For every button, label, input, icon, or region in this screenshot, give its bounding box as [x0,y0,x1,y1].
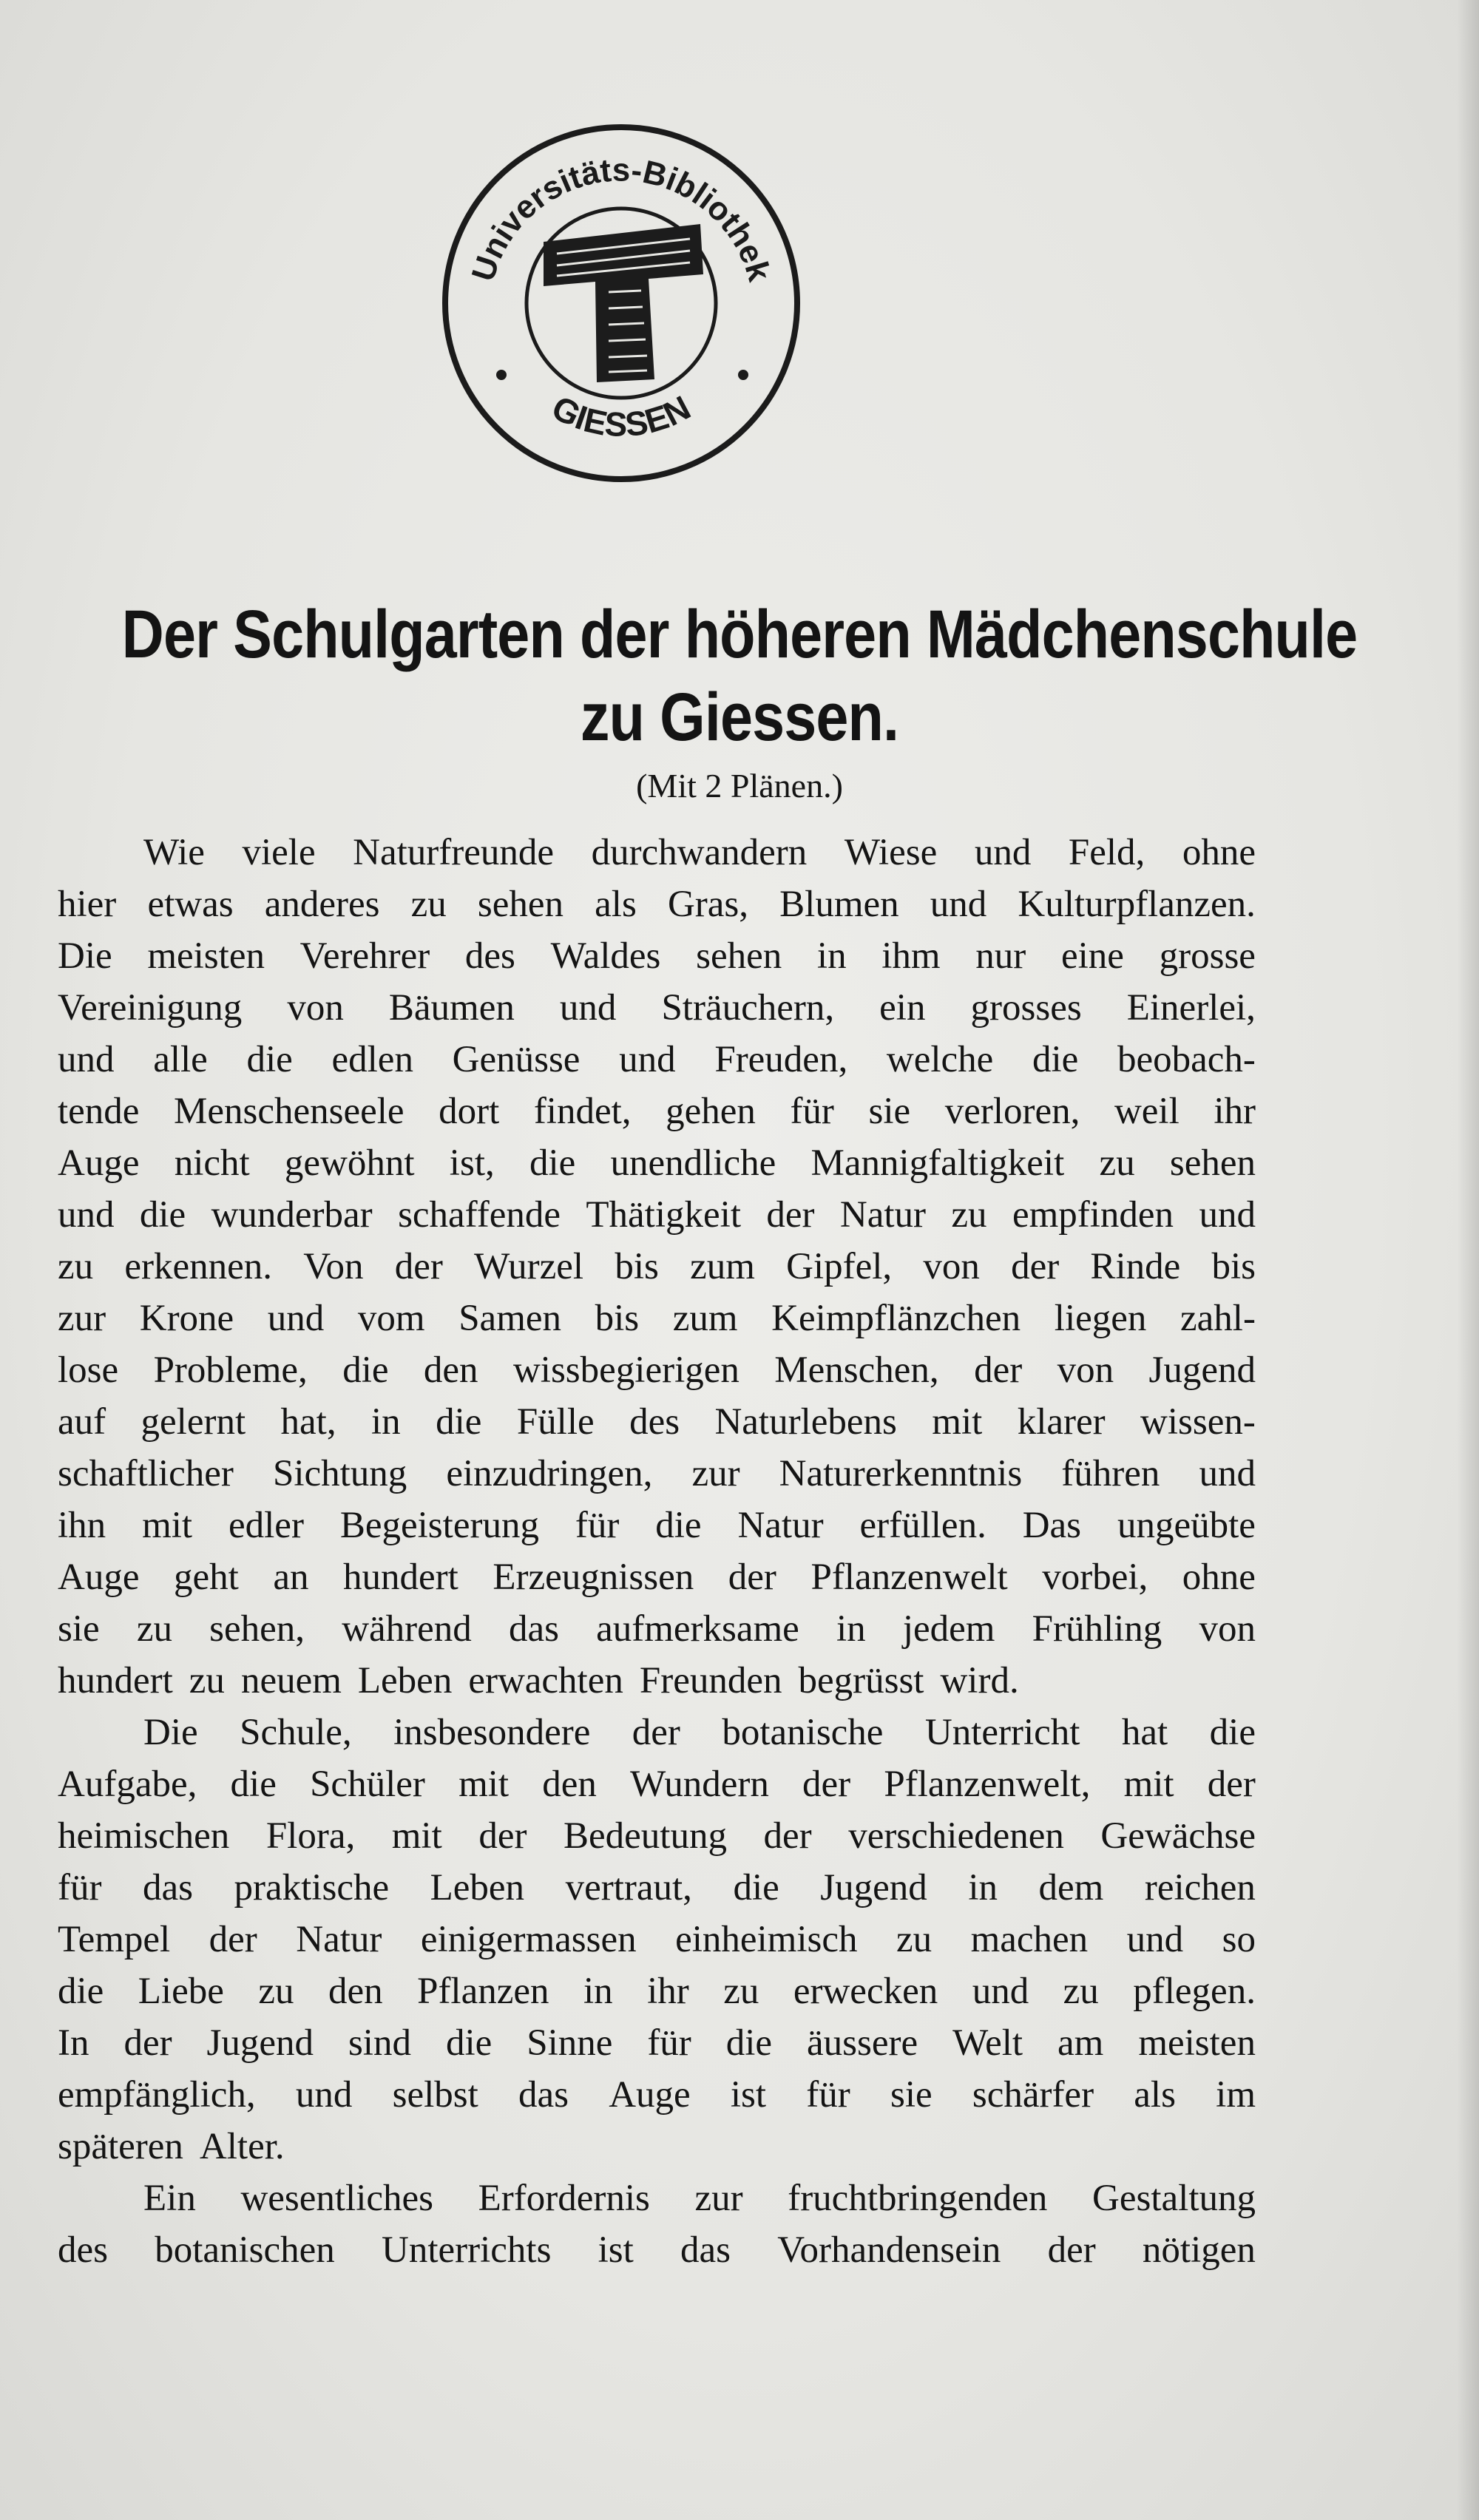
stamp-dot-left [496,370,507,380]
paragraph [58,2172,1256,2276]
article-title-line-2: zu Giessen. [580,680,899,755]
text-line: Ein wesentliches Erfordernis zur fruchtbringenden Gestaltung [143,2178,1256,2219]
text-line: späteren Alter. [58,2126,285,2167]
text-line: und die wunderbar schaffende Thätigkeit der Natur zu empfinden und [58,1194,1256,1236]
text-line: des botanischen Unterrichts ist das Vorhandensein der nötigen [58,2229,1256,2271]
stamp-city-text: GIESSEN [546,387,697,444]
text-line: die Liebe zu den Pflanzen in ihr zu erwecken und zu pflegen. [58,1971,1256,2012]
text-line: Aufgabe, die Schüler mit den Wundern der Pflanzenwelt, mit der [58,1764,1256,1805]
text-line: schaftlicher Sichtung einzudringen, zur Naturerkenntnis führen und [58,1453,1256,1494]
paragraph [58,1707,1256,2172]
text-line: lose Probleme, die den wissbegierigen Menschen, der von Jugend [58,1349,1256,1391]
text-line: tende Menschenseele dort findet, gehen für sie verloren, weil ihr [58,1091,1256,1132]
library-stamp [433,115,810,492]
text-line: sie zu sehen, während das aufmerksame in jedem Frühling von [58,1608,1256,1650]
paragraph [58,827,1256,1707]
text-line: Auge nicht gewöhnt ist, die unendliche Mannigfaltigkeit zu sehen [58,1142,1256,1184]
text-line: hundert zu neuem Leben erwachten Freunden begrüsst wird. [58,1660,1019,1701]
text-line: zur Krone und vom Samen bis zum Keimpflänzchen liegen zahl- [58,1298,1256,1339]
text-line: In der Jugend sind die Sinne für die äussere Welt am meisten [58,2022,1256,2064]
text-line: auf gelernt hat, in die Fülle des Naturlebens mit klarer wissen- [58,1401,1256,1443]
article-subtitle: (Mit 2 Plänen.) [636,767,843,805]
text-line: Die Schule, insbesondere der botanische Unterricht hat die [143,1712,1256,1753]
text-line: zu erkennen. Von der Wurzel bis zum Gipfel, von der Rinde bis [58,1246,1256,1287]
stamp-t-emblem [544,224,703,382]
text-line: Wie viele Naturfreunde durchwandern Wiese und Feld, ohne [143,832,1256,873]
stamp-ring-text: Universitäts-Bibliothek [464,152,778,285]
article-title-line-1: Der Schulgarten der höheren Mädchenschule [121,597,1358,672]
stamp-dot-right [738,370,748,380]
body-text [58,827,1256,2276]
text-line: für das praktische Leben vertraut, die Jugend in dem reichen [58,1867,1256,1908]
text-line: hier etwas anderes zu sehen als Gras, Blumen und Kulturpflanzen. [58,884,1256,925]
text-line: Auge geht an hundert Erzeugnissen der Pflanzenwelt vorbei, ohne [58,1557,1256,1598]
text-line: heimischen Flora, mit der Bedeutung der verschiedenen Gewächse [58,1815,1256,1857]
page-edge-shadow [1457,0,1479,2520]
text-line: und alle die edlen Genüsse und Freuden, welche die beobach- [58,1039,1256,1080]
text-line: Tempel der Natur einigermassen einheimisch zu machen und so [58,1919,1256,1960]
text-line: Die meisten Verehrer des Waldes sehen in ihm nur eine grosse [58,935,1256,977]
text-line: ihn mit edler Begeisterung für die Natur erfüllen. Das ungeübte [58,1505,1256,1546]
text-line: Vereinigung von Bäumen und Sträuchern, ein grosses Einerlei, [58,987,1256,1029]
text-line: empfänglich, und selbst das Auge ist für sie schärfer als im [58,2074,1256,2116]
